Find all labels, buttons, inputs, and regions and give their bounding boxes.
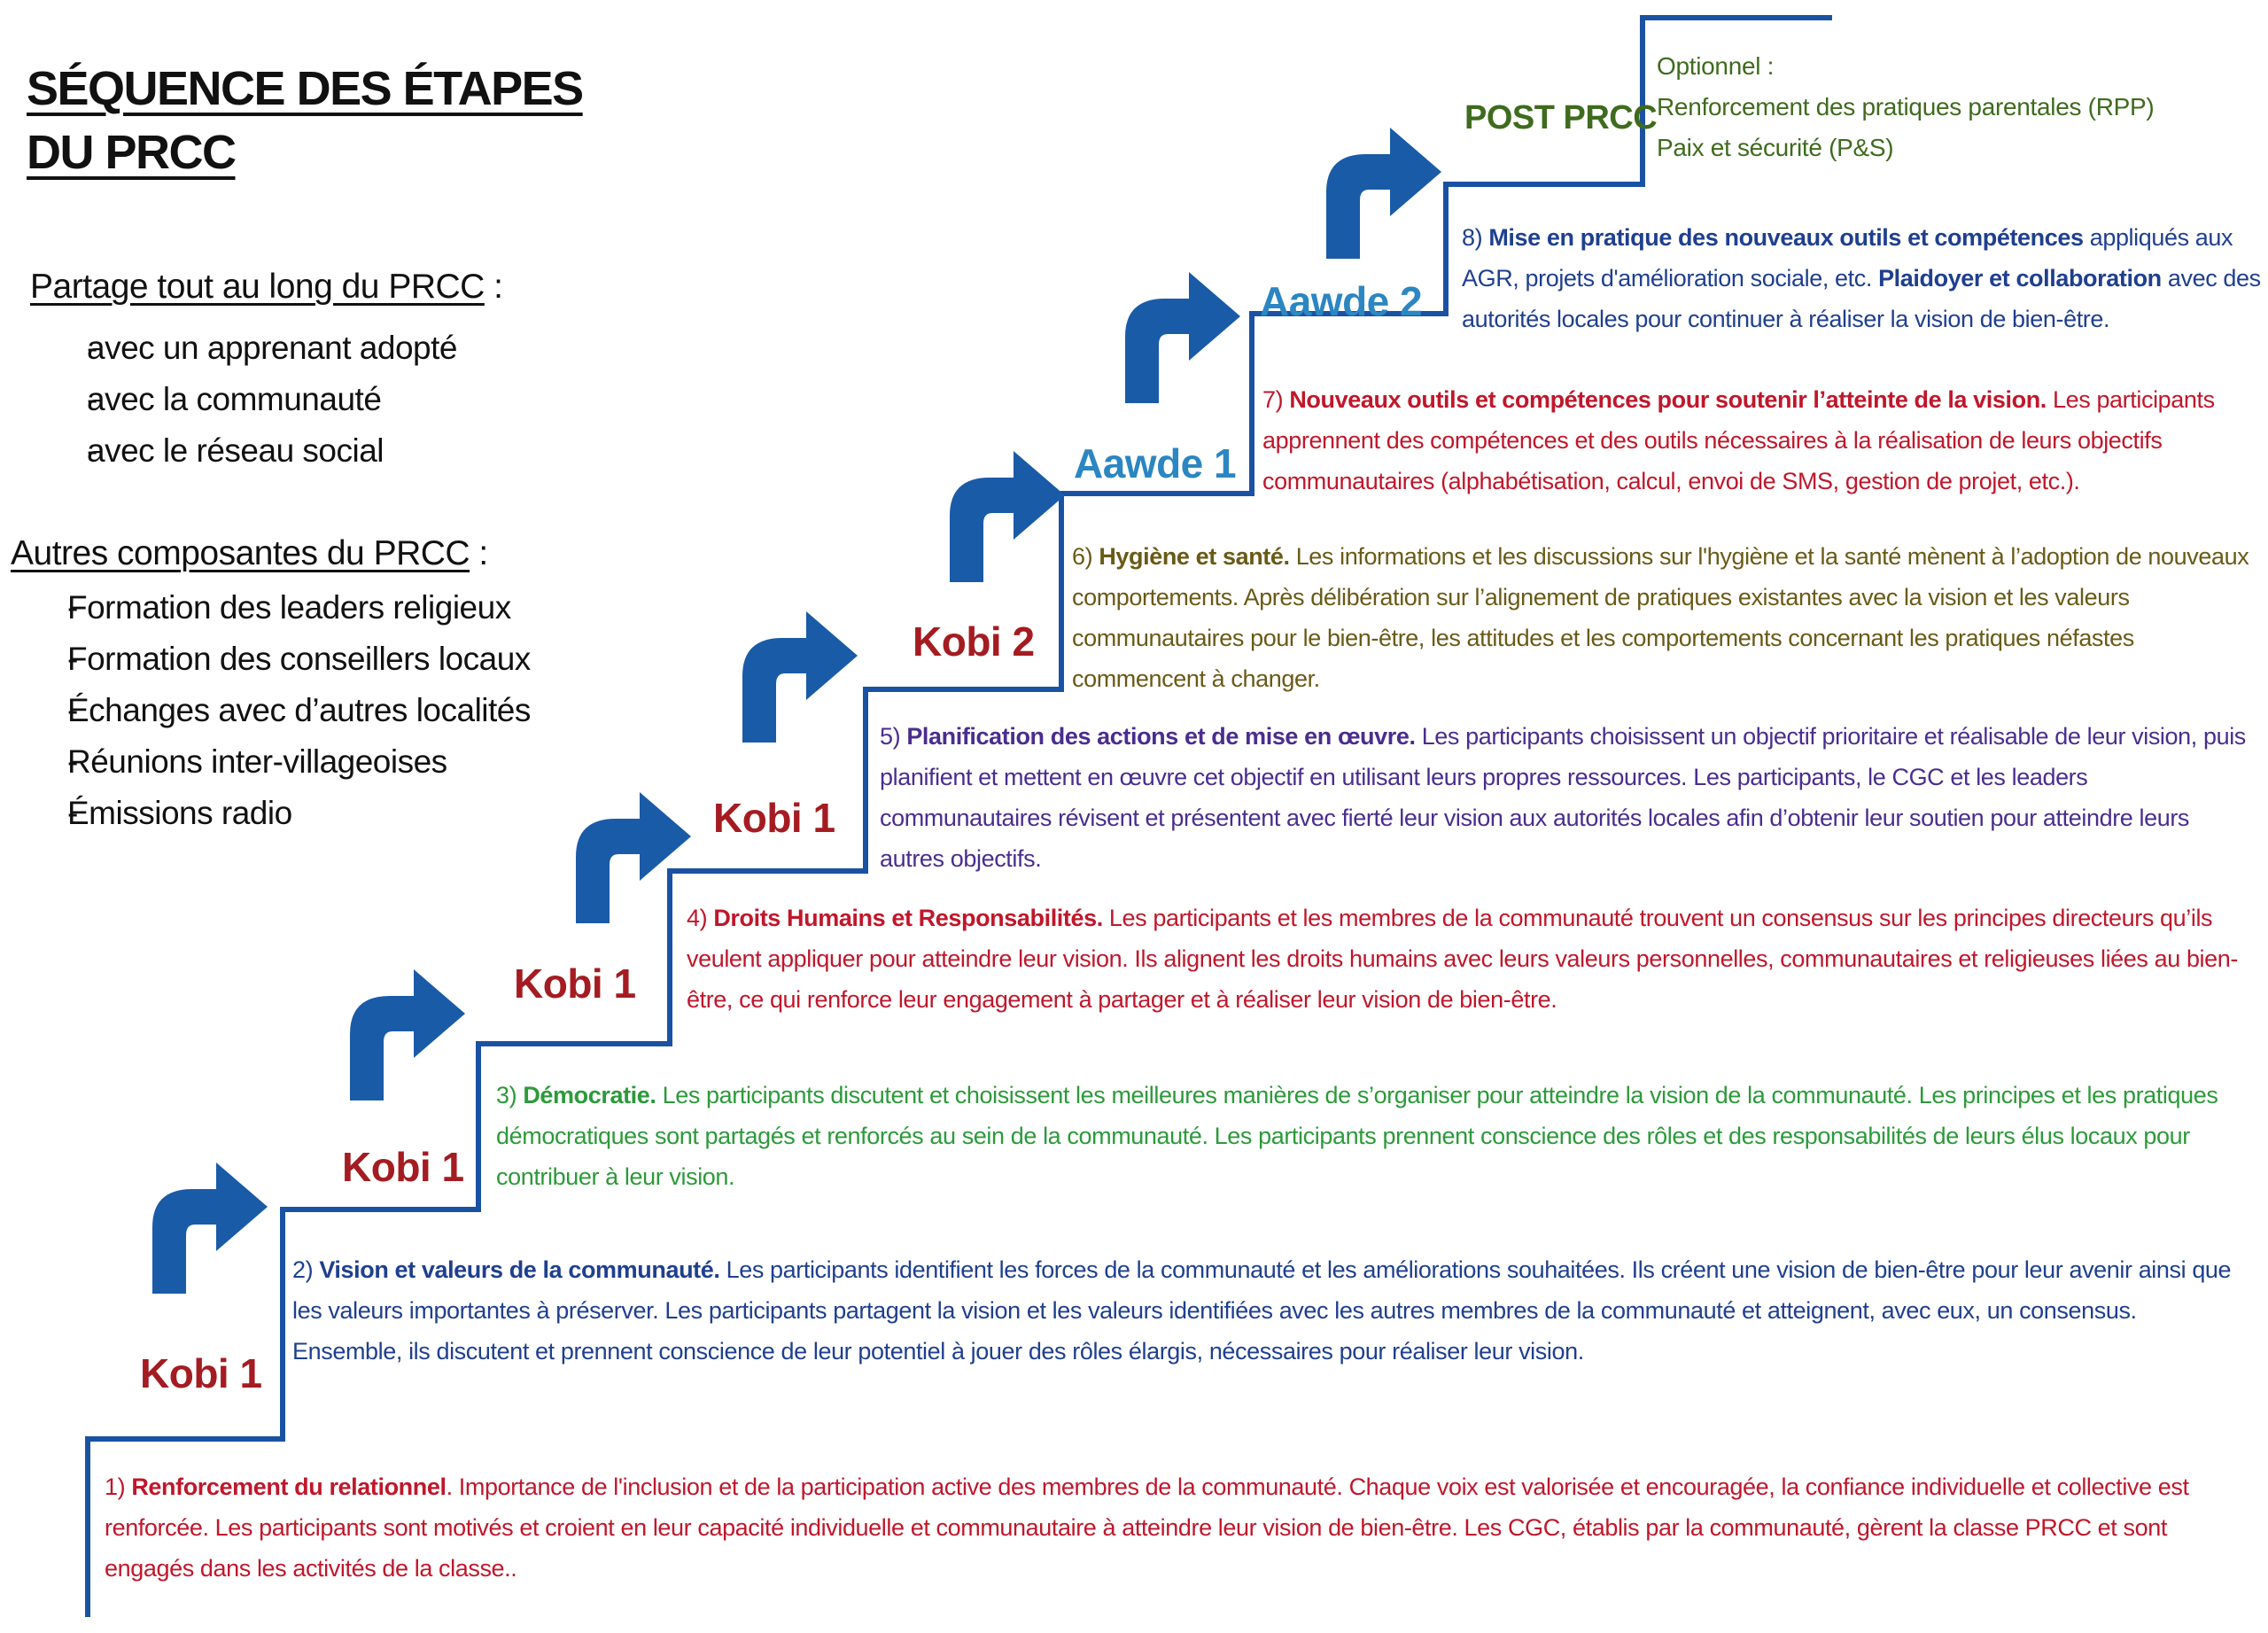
step-label-5: Kobi 2 xyxy=(913,618,1035,665)
step-description-title: Planification des actions et de mise en œuvre. xyxy=(906,723,1416,750)
step-description-3 xyxy=(496,1075,2241,1197)
step-number: 8) xyxy=(1462,224,1489,251)
arrow-icon xyxy=(742,611,858,743)
sharing-heading-text: Partage tout au long du PRCC xyxy=(30,268,485,306)
step-description-text: Les participants et les membres de la communauté trouvent un consensus sur les principes directeurs qu’ils veulent appliquer pour atteindre leur vision. Ils alignent les droits humains avec leurs valeurs personnelles, communautaires et religieuses liées au bien-être, ce qui renforce leur engagement à partager et à réaliser leur vision de bien-être. xyxy=(687,905,2238,1013)
step-description-text: Les participants choisissent un objectif prioritaire et réalisable de leur vision, puis planifient et mettent en œuvre cet objectif en utilisant leurs propres ressources. Les participants, le CGC et les leaders communautaires révisent et présentent avec fierté leur vision aux autorités locales afin d’obtenir leur soutien pour atteindre leurs autres objectifs. xyxy=(880,723,2246,872)
arrow-icon xyxy=(152,1163,268,1294)
optional-item-ps: Paix et sécurité (P&S) xyxy=(1657,134,1894,161)
optional-block xyxy=(1657,46,2154,168)
step-description-text-2: avec des autorités locales pour continuer à réaliser la vision de bien-être. xyxy=(1462,265,2261,332)
step-description-text: appliqués aux AGR, projets d'amélioration sociale, etc. xyxy=(1462,224,2233,292)
sharing-heading-colon: : xyxy=(484,268,503,306)
step-number: 2) xyxy=(292,1256,320,1283)
arrow-icon xyxy=(350,969,465,1100)
step-description-title: Hygiène et santé. xyxy=(1099,543,1290,570)
step-number: 6) xyxy=(1072,543,1099,570)
step-description-text: Les participants identifient les forces de la communauté et les améliorations souhaitées. Ils créent une vision de bien-être pour leur avenir ainsi que les valeurs importantes à préserver. Les participants partagent la vision et les valeurs identifiées avec les autres membres de la communauté et atteignent, avec eux, un consensus. Ensemble, ils discutent et prennent conscience de leur potentiel à jouer des rôles élargis, nécessaires pour réaliser leur vision. xyxy=(292,1256,2232,1365)
page-title xyxy=(27,57,583,184)
step-label-3: Kobi 1 xyxy=(514,960,636,1007)
title-line-2: DU PRCC xyxy=(27,126,236,179)
step-description-2 xyxy=(292,1249,2241,1372)
step-description-text: Les participants discutent et choisissent les meilleures manières de s’organiser pour atteindre la vision de la communauté. Les principes et les pratiques démocratiques sont partagés et renforcés au sein de la communauté. Les participants prennent conscience des rôles et des responsabilités de leurs élus locaux pour contribuer à leur vision. xyxy=(496,1082,2218,1190)
step-description-4 xyxy=(687,898,2250,1020)
arrow-icon xyxy=(950,451,1065,582)
step-label-4: Kobi 1 xyxy=(713,795,835,841)
step-number: 7) xyxy=(1262,386,1290,413)
step-description-title: Droits Humains et Responsabilités. xyxy=(713,905,1103,931)
step-number: 3) xyxy=(496,1082,524,1108)
step-description-7 xyxy=(1262,379,2259,502)
step-number: 1) xyxy=(105,1474,132,1500)
step-description-title: Vision et valeurs de la communauté. xyxy=(319,1256,720,1283)
step-number: 5) xyxy=(880,723,907,750)
step-description-text: Les participants apprennent des compétences et des outils nécessaires à la réalisation de leurs objectifs communautaires (alphabétisation, calcul, envoi de SMS, gestion de projet, etc.). xyxy=(1262,386,2215,494)
title-line-1: SÉQUENCE DES ÉTAPES xyxy=(27,62,583,115)
sharing-list xyxy=(39,323,457,477)
step-description-title: Démocratie. xyxy=(523,1082,656,1108)
step-label-8: POST PRCC xyxy=(1464,99,1658,136)
list-item: - avec la communauté xyxy=(39,374,457,425)
step-description-6 xyxy=(1072,536,2250,699)
list-item: - Formation des leaders religieux xyxy=(19,582,531,634)
step-description-title: Nouveaux outils et compétences pour soutenir l’atteinte de la vision. xyxy=(1289,386,2047,413)
arrow-icon xyxy=(576,792,691,923)
step-description-text: . Importance de l'inclusion et de la participation active des membres de la communauté. Chaque voix est valorisée et encouragée, la confiance individuelle et collective est renforcée. Les participants sont motivés et croient en leur capacité individuelle et communautaire à atteindre leur vision de bien-être. Les CGC, établis par la communauté, gèrent la classe PRCC et sont engagés dans les activités de la classe.. xyxy=(105,1474,2189,1582)
list-item: - avec le réseau social xyxy=(39,425,457,477)
other-components-list xyxy=(19,582,531,839)
step-description-text: Les informations et les discussions sur l'hygiène et la santé mènent à l’adoption de nouveaux comportements. Après délibération sur l’alignement de pratiques existantes avec la vision et les valeurs communautaires pour le bien-être, les attitudes et les comportements concernant les pratiques néfastes commencent à changer. xyxy=(1072,543,2249,692)
arrow-icon xyxy=(1326,128,1441,259)
other-components-heading xyxy=(11,534,488,573)
list-item: - Émissions radio xyxy=(19,788,531,839)
step-description-8 xyxy=(1462,217,2264,339)
step-description-5 xyxy=(880,716,2253,879)
list-item: - avec un apprenant adopté xyxy=(39,323,457,374)
arrow-icon xyxy=(1125,272,1240,403)
step-label-6: Aawde 1 xyxy=(1074,440,1237,486)
step-description-1 xyxy=(105,1466,2257,1589)
optional-title: Optionnel : xyxy=(1657,52,1775,80)
list-item: - Formation des conseillers locaux xyxy=(19,634,531,685)
step-label-1: Kobi 1 xyxy=(140,1350,262,1396)
sharing-heading xyxy=(30,268,503,307)
step-description-title: Mise en pratique des nouveaux outils et compétences xyxy=(1488,224,2084,251)
other-heading-colon: : xyxy=(470,534,488,572)
other-heading-text: Autres composantes du PRCC xyxy=(11,534,470,572)
step-description-title-2: Plaidoyer et collaboration xyxy=(1878,265,2162,292)
step-number: 4) xyxy=(687,905,714,931)
list-item: - Échanges avec d’autres localités xyxy=(19,685,531,736)
step-description-title: Renforcement du relationnel xyxy=(131,1474,447,1500)
optional-item-rpp: Renforcement des pratiques parentales (RPP) xyxy=(1657,93,2155,121)
list-item: - Réunions inter-villageoises xyxy=(19,736,531,788)
step-label-7: Aawde 2 xyxy=(1260,278,1423,324)
step-label-2: Kobi 1 xyxy=(342,1144,464,1190)
